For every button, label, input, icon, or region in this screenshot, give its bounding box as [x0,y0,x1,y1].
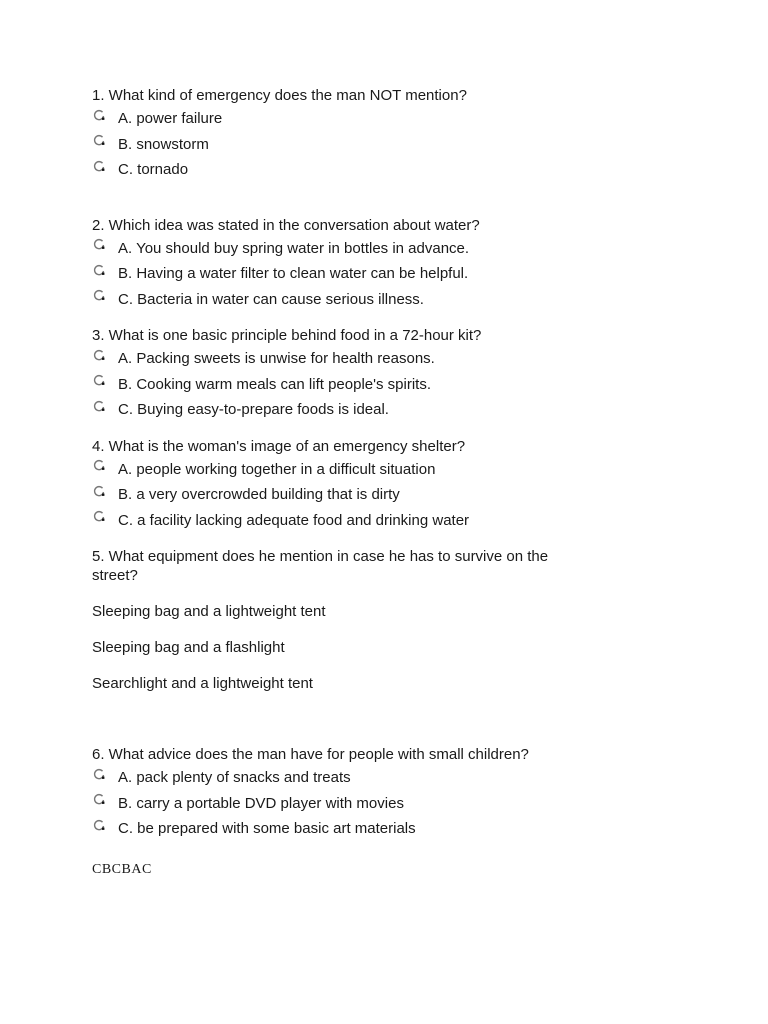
radio-button-icon[interactable] [93,514,105,526]
radio-button-icon[interactable] [93,293,105,305]
radio-button-icon[interactable] [93,772,105,784]
quiz-document [92,86,732,879]
option-c[interactable]: C. Buying easy-to-prepare foods is ideal. [92,397,732,423]
answer-choice-3: Searchlight and a lightweight tent [92,675,313,692]
option-a[interactable]: A. power failure [92,106,732,132]
radio-button-icon[interactable] [93,113,105,125]
option-c[interactable]: C. be prepared with some basic art materials [92,816,732,842]
option-a[interactable]: A. pack plenty of snacks and treats [92,765,732,791]
answer-choice-2: Sleeping bag and a flashlight [92,639,285,656]
question-prompt: 6. What advice does the man have for people with small children? [92,746,529,763]
radio-button-icon[interactable] [93,404,105,416]
radio-button-icon[interactable] [93,797,105,809]
radio-button-icon[interactable] [93,353,105,365]
radio-button-icon[interactable] [93,489,105,501]
question-prompt: 4. What is the woman's image of an emergency shelter? [92,437,466,455]
radio-button-icon[interactable] [93,378,105,390]
option-b[interactable]: B. snowstorm [92,132,732,158]
option-b[interactable]: B. Cooking warm meals can lift people's spirits. [92,372,732,398]
option-c[interactable]: C. tornado [92,157,732,183]
question-prompt: 2. Which idea was stated in the conversation about water? [92,216,480,234]
radio-button-icon[interactable] [93,242,105,254]
radio-button-icon[interactable] [93,138,105,150]
radio-button-icon[interactable] [93,268,105,280]
option-b[interactable]: B. carry a portable DVD player with movies [92,791,732,817]
radio-button-icon[interactable] [93,463,105,475]
answer-key: CBCBAC [92,861,152,877]
question-prompt: 1. What kind of emergency does the man NOT mention? [92,87,467,104]
option-c[interactable]: C. a facility lacking adequate food and drinking water [92,508,732,534]
radio-button-icon[interactable] [93,164,105,176]
question-3 [92,326,732,423]
question-2 [92,216,732,313]
question-6 [92,745,732,842]
option-a[interactable]: A. people working together in a difficult situation [92,457,732,483]
question-prompt: 3. What is one basic principle behind food in a 72-hour kit? [92,327,482,344]
option-b[interactable]: B. Having a water filter to clean water can be helpful. [92,261,732,287]
option-c[interactable]: C. Bacteria in water can cause serious illness. [92,287,732,313]
option-b[interactable]: B. a very overcrowded building that is dirty [92,482,732,508]
question-4 [92,437,732,534]
option-a[interactable]: A. Packing sweets is unwise for health reasons. [92,346,732,372]
question-prompt-line-2: street? [92,567,138,584]
option-a[interactable]: A. You should buy spring water in bottles in advance. [92,236,732,262]
question-prompt-line-1: 5. What equipment does he mention in case he has to survive on the [92,548,549,565]
answer-choice-1: Sleeping bag and a lightweight tent [92,603,326,620]
radio-button-icon[interactable] [93,823,105,835]
question-1 [92,86,732,183]
question-5 [92,547,732,693]
